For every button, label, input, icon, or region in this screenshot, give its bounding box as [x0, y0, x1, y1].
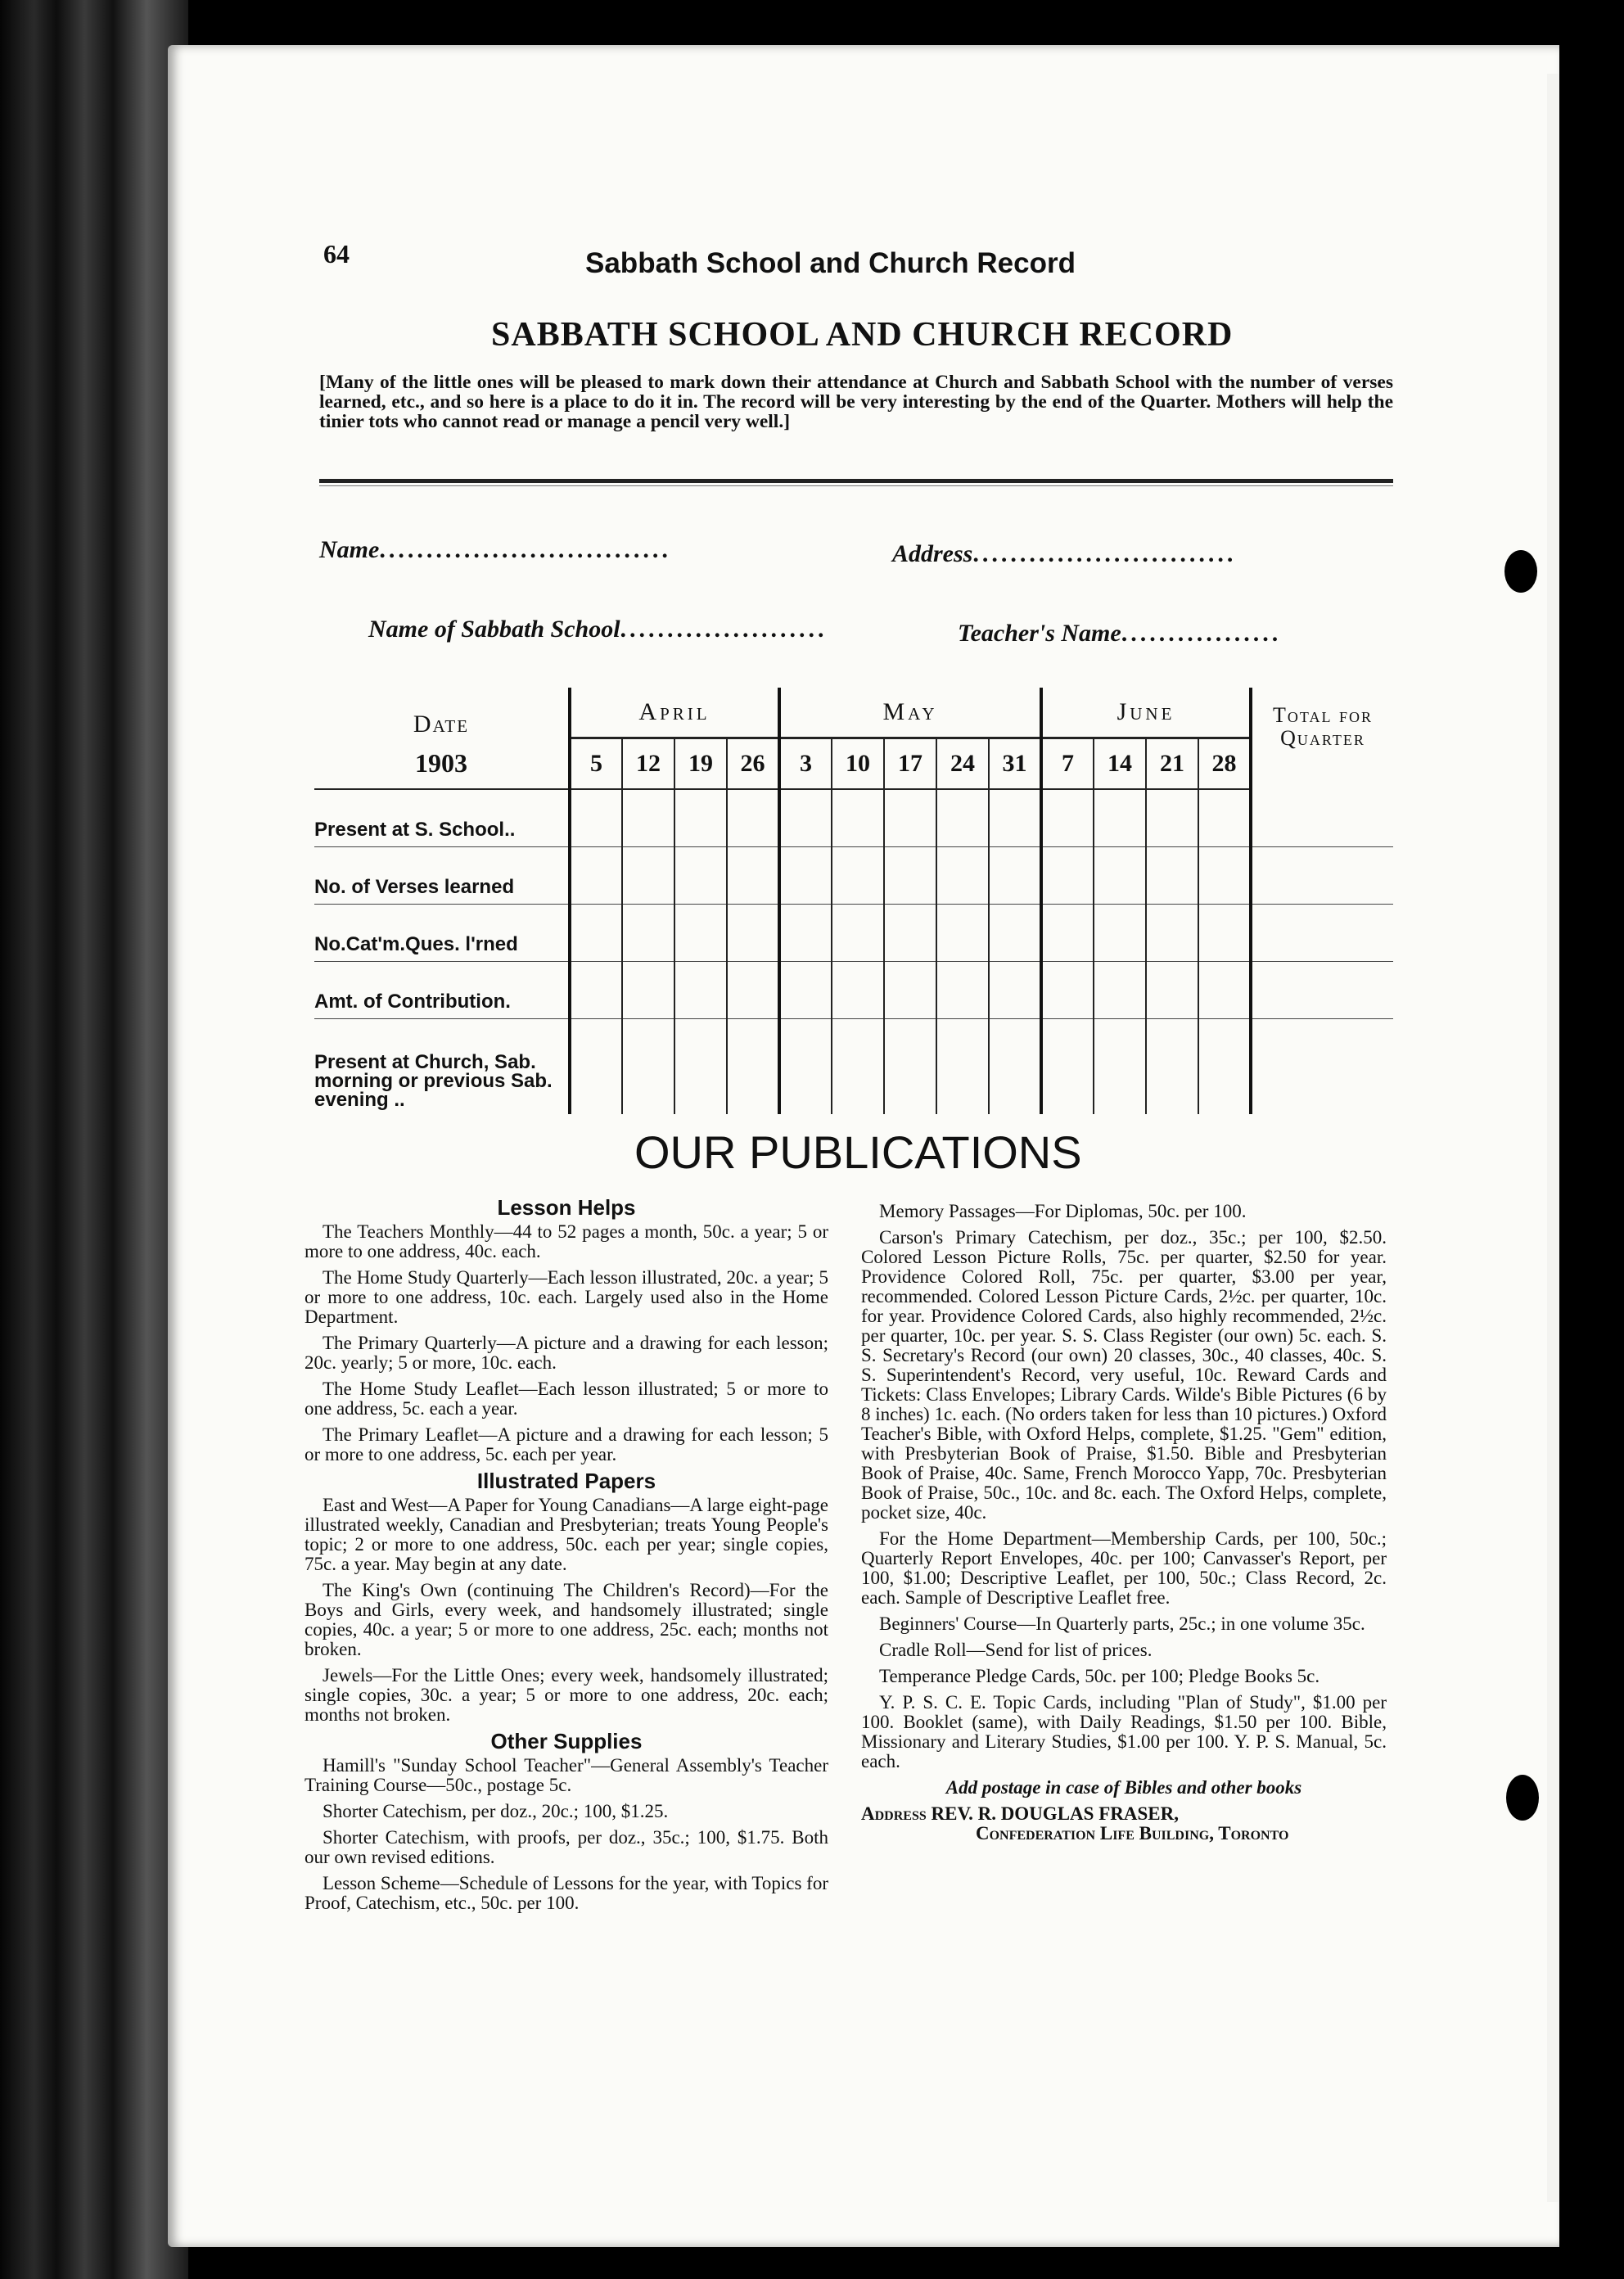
- teacher-label: Teacher's Name: [958, 620, 1121, 647]
- paper-item: East and West—A Paper for Young Canadians—A large eight-page illustrated weekly, Canadian and Presbyterian; treats Young People's topic; 2 or more to one address, 50c. each per year; single copies, 75c. a year. May begin at any date.: [304, 1495, 828, 1574]
- record-cell[interactable]: [1146, 1019, 1198, 1115]
- publication-item: Carson's Primary Catechism, per doz., 35c.; per 100, $2.50. Colored Lesson Picture Rolls, 75c. per quarter, $2.50 for year. Providence Colored Roll, 75c. per quarter, $3.00 per year, recommended. Colored Lesson Picture Cards, 2½c. per quarter, 10c. for year. Providence Colored Cards, also highly recommended, 2½c. per quarter, 10c. per year. S. S. Class Register (our own) 5c. each. S. S. Secretary's Record (our own) 20 classes, 30c., 40 classes, 40c. S. S. Superintendent's Record, very useful, 10c. Reward Cards and Tickets: Class Envelopes; Library Cards. Wilde's Bible Pictures (6 by 8 inches) 1c. each. (No orders taken for less than 10 pictures.) Oxford Teacher's Bible, with Oxford Helps, complete, $1.25. "Gem" edition, with Presbyterian Book of Praise, $1.50. Bible and Presbyterian Book of Praise, 40c. Same, French Morocco Yapp, 70c. Presbyterian Book of Praise, 50c., 10c. and 8c. each. The Oxford Helps, complete, pocket size, 40c.: [861, 1227, 1387, 1523]
- page-number: 64: [323, 239, 350, 269]
- day-header: 12: [622, 738, 674, 790]
- paper-item: Jewels—For the Little Ones; every week, handsomely illustrated; single copies, 30c. a year; 5 or more to one address, 20c. each; months not broken.: [304, 1665, 828, 1725]
- right-column: [861, 1202, 1387, 1844]
- record-cell[interactable]: [622, 962, 674, 1019]
- publication-item: Temperance Pledge Cards, 50c. per 100; Pledge Books 5c.: [879, 1666, 1320, 1686]
- record-cell[interactable]: [1198, 789, 1251, 847]
- record-cell[interactable]: [674, 789, 727, 847]
- name-label: Name: [319, 536, 380, 563]
- supply-item: Shorter Catechism, per doz., 20c.; 100, $1.25.: [323, 1801, 669, 1821]
- record-cell[interactable]: [989, 962, 1041, 1019]
- address-line-2: Confederation Life Building, Toronto: [976, 1823, 1289, 1844]
- table-row: [314, 962, 1393, 1019]
- record-cell[interactable]: [622, 1019, 674, 1115]
- record-cell[interactable]: [1094, 789, 1146, 847]
- lesson-helps-heading: Lesson Helps: [497, 1195, 636, 1220]
- day-header: 7: [1041, 738, 1094, 790]
- record-cell[interactable]: [1146, 962, 1198, 1019]
- address-blank: ............................: [972, 540, 1237, 567]
- school-label: Name of Sabbath School: [368, 616, 620, 643]
- day-header: 28: [1198, 738, 1251, 790]
- record-cell[interactable]: [1198, 905, 1251, 962]
- record-cell[interactable]: [570, 962, 622, 1019]
- supply-item: Hamill's "Sunday School Teacher"—General Assembly's Teacher Training Course—50c., postage 5c.: [304, 1755, 828, 1795]
- record-cell[interactable]: [674, 962, 727, 1019]
- name-blank: ...............................: [379, 536, 671, 563]
- record-cell[interactable]: [1041, 1019, 1094, 1115]
- total-cell[interactable]: [1251, 789, 1393, 847]
- lesson-help-item: The Primary Quarterly—A picture and a drawing for each lesson; 20c. yearly; 5 or more, 10c. each.: [304, 1333, 828, 1373]
- papers-heading: Illustrated Papers: [476, 1469, 656, 1493]
- day-header: 26: [727, 738, 779, 790]
- table-body: [314, 789, 1393, 1114]
- row-label: No. of Verses learned: [314, 847, 570, 905]
- publication-item: Y. P. S. C. E. Topic Cards, including "Plan of Study", $1.00 per 100. Booklet (same), with Daily Readings, $1.50 per 100. Bible, Missionary and Literary Studies, $1.00 per 100. Y. P. S. Manual, 5c. each.: [861, 1692, 1387, 1771]
- record-cell[interactable]: [727, 789, 779, 847]
- record-cell[interactable]: [1094, 1019, 1146, 1115]
- record-cell[interactable]: [936, 1019, 989, 1115]
- lesson-help-item: The Home Study Leaflet—Each lesson illustrated; 5 or more to one address, 5c. each a year.: [304, 1379, 828, 1419]
- record-cell[interactable]: [832, 789, 884, 847]
- record-cell[interactable]: [674, 905, 727, 962]
- record-cell[interactable]: [727, 905, 779, 962]
- name-field: [319, 536, 671, 564]
- record-cell[interactable]: [570, 789, 622, 847]
- record-cell[interactable]: [989, 905, 1041, 962]
- record-cell[interactable]: [727, 1019, 779, 1115]
- record-cell[interactable]: [1198, 962, 1251, 1019]
- lesson-help-item: The Home Study Quarterly—Each lesson illustrated, 20c. a year; 5 or more to one address, 10c. each. Largely used also in the Home Department.: [304, 1267, 828, 1327]
- left-column: [304, 1191, 828, 1920]
- publication-item: For the Home Department—Membership Cards, per 100, 50c.; Quarterly Report Envelopes, 40c. per 100; Canvasser's Report, per 100, $1.00; Descriptive Leaflet, per 100, 50c.; Class Record, 2c. each. Sample of Descriptive Leaflet free.: [861, 1528, 1387, 1608]
- record-cell[interactable]: [936, 905, 989, 962]
- teacher-field: [958, 620, 1281, 648]
- record-cell[interactable]: [989, 847, 1041, 905]
- publication-item: Cradle Roll—Send for list of prices.: [879, 1640, 1153, 1660]
- total-cell[interactable]: [1251, 1019, 1393, 1115]
- total-cell[interactable]: [1251, 962, 1393, 1019]
- day-header: 10: [832, 738, 884, 790]
- record-cell[interactable]: [1146, 789, 1198, 847]
- date-header: [314, 688, 570, 789]
- record-cell[interactable]: [570, 905, 622, 962]
- supply-item: Shorter Catechism, with proofs, per doz., 35c.; 100, $1.75. Both our own revised editions.: [304, 1827, 828, 1867]
- record-cell[interactable]: [674, 1019, 727, 1115]
- publication-item: Memory Passages—For Diplomas, 50c. per 100.: [879, 1201, 1247, 1221]
- binding-hole-top: [1504, 550, 1537, 593]
- book-spine: [0, 0, 188, 2279]
- month-may: May: [779, 688, 1041, 738]
- publication-item: Beginners' Course—In Quarterly parts, 25c.; in one volume 35c.: [879, 1613, 1365, 1634]
- attendance-table: [314, 688, 1393, 1114]
- total-cell[interactable]: [1251, 905, 1393, 962]
- day-header: 24: [936, 738, 989, 790]
- page-title: SABBATH SCHOOL AND CHURCH RECORD: [491, 316, 1234, 354]
- total-label: Total for Quarter: [1273, 703, 1373, 750]
- total-cell[interactable]: [1251, 847, 1393, 905]
- date-label: Date: [413, 711, 470, 738]
- running-head: Sabbath School and Church Record: [585, 247, 1076, 279]
- address-line-1: Address REV. R. DOUGLAS FRASER,: [861, 1803, 1179, 1824]
- record-cell[interactable]: [570, 847, 622, 905]
- record-cell[interactable]: [884, 905, 936, 962]
- school-field: [368, 616, 828, 643]
- table-row: [314, 905, 1393, 962]
- record-cell[interactable]: [779, 962, 832, 1019]
- day-header: 31: [989, 738, 1041, 790]
- record-cell[interactable]: [570, 1019, 622, 1115]
- record-cell[interactable]: [779, 789, 832, 847]
- record-cell[interactable]: [832, 962, 884, 1019]
- address-field: [892, 540, 1236, 568]
- record-cell[interactable]: [727, 847, 779, 905]
- lesson-helps-list: [304, 1222, 828, 1464]
- postage-note: Add postage in case of Bibles and other books: [945, 1777, 1302, 1798]
- record-cell[interactable]: [727, 962, 779, 1019]
- record-cell[interactable]: [674, 847, 727, 905]
- record-cell[interactable]: [1041, 847, 1094, 905]
- record-cell[interactable]: [1041, 905, 1094, 962]
- supplies-heading: Other Supplies: [490, 1729, 643, 1753]
- record-cell[interactable]: [884, 962, 936, 1019]
- record-cell[interactable]: [832, 1019, 884, 1115]
- teacher-blank: .................: [1121, 620, 1282, 647]
- row-label: Present at Church, Sab. morning or previous Sab. evening ..: [314, 1051, 553, 1111]
- day-header: 5: [570, 738, 622, 790]
- binding-hole-bottom: [1506, 1775, 1539, 1821]
- table-row: [314, 1019, 1393, 1115]
- record-cell[interactable]: [884, 789, 936, 847]
- record-cell[interactable]: [989, 1019, 1041, 1115]
- day-header: 19: [674, 738, 727, 790]
- record-cell[interactable]: [1146, 905, 1198, 962]
- record-cell[interactable]: [622, 847, 674, 905]
- divider-rule-thin: [319, 485, 1393, 486]
- record-cell[interactable]: [884, 1019, 936, 1115]
- record-cell[interactable]: [832, 905, 884, 962]
- record-cell[interactable]: [622, 789, 674, 847]
- divider-rule: [319, 479, 1393, 483]
- right-items-list: [861, 1202, 1387, 1771]
- record-cell[interactable]: [1198, 847, 1251, 905]
- record-cell[interactable]: [936, 847, 989, 905]
- row-label: Amt. of Contribution.: [314, 962, 570, 1019]
- row-label: No.Cat'm.Ques. l'rned: [314, 905, 570, 962]
- record-cell[interactable]: [936, 962, 989, 1019]
- lesson-help-item: The Primary Leaflet—A picture and a drawing for each lesson; 5 or more to one address, 5c. each per year.: [304, 1424, 828, 1464]
- address-label: Address: [892, 540, 973, 567]
- record-cell[interactable]: [1094, 962, 1146, 1019]
- record-cell[interactable]: [936, 789, 989, 847]
- day-header: 14: [1094, 738, 1146, 790]
- record-cell[interactable]: [1094, 847, 1146, 905]
- publications-title: OUR PUBLICATIONS: [634, 1126, 1082, 1178]
- record-cell[interactable]: [832, 847, 884, 905]
- paper-item: The King's Own (continuing The Children's Record)—For the Boys and Girls, every week, and handsomely illustrated; single copies, 40c. a year; 5 or more to one address, 25c. each; months not broken.: [304, 1580, 828, 1659]
- day-header: 3: [779, 738, 832, 790]
- record-cell[interactable]: [989, 789, 1041, 847]
- record-cell[interactable]: [1041, 962, 1094, 1019]
- table-row: [314, 847, 1393, 905]
- record-cell[interactable]: [1146, 847, 1198, 905]
- record-cell[interactable]: [884, 847, 936, 905]
- month-june: June: [1041, 688, 1251, 738]
- row-label: Present at S. School..: [314, 789, 570, 847]
- record-cell[interactable]: [779, 847, 832, 905]
- table-row: [314, 789, 1393, 847]
- record-cell[interactable]: [779, 905, 832, 962]
- record-cell[interactable]: [1094, 905, 1146, 962]
- total-header: [1251, 688, 1393, 789]
- record-cell[interactable]: [622, 905, 674, 962]
- lesson-help-item: The Teachers Monthly—44 to 52 pages a month, 50c. a year; 5 or more to one address, 40c. each.: [304, 1221, 828, 1261]
- record-cell[interactable]: [779, 1019, 832, 1115]
- month-april: April: [570, 688, 779, 738]
- intro-note: [Many of the little ones will be pleased to mark down their attendance at Church and Sabbath School with the number of verses learned, etc., and so here is a place to do it in. The record will be very interesting by the end of the Quarter. Mothers will help the tinier tots who cannot read or manage a pencil very well.]: [319, 372, 1393, 432]
- day-header: 21: [1146, 738, 1198, 790]
- year-label: 1903: [415, 748, 467, 778]
- day-header: 17: [884, 738, 936, 790]
- background-edge: [1559, 0, 1624, 2279]
- supply-item: Lesson Scheme—Schedule of Lessons for the year, with Topics for Proof, Catechism, etc., 50c. per 100.: [304, 1873, 828, 1913]
- papers-list: [304, 1496, 828, 1725]
- supplies-list: [304, 1756, 828, 1913]
- record-cell[interactable]: [1198, 1019, 1251, 1115]
- school-blank: ......................: [620, 616, 828, 643]
- record-cell[interactable]: [1041, 789, 1094, 847]
